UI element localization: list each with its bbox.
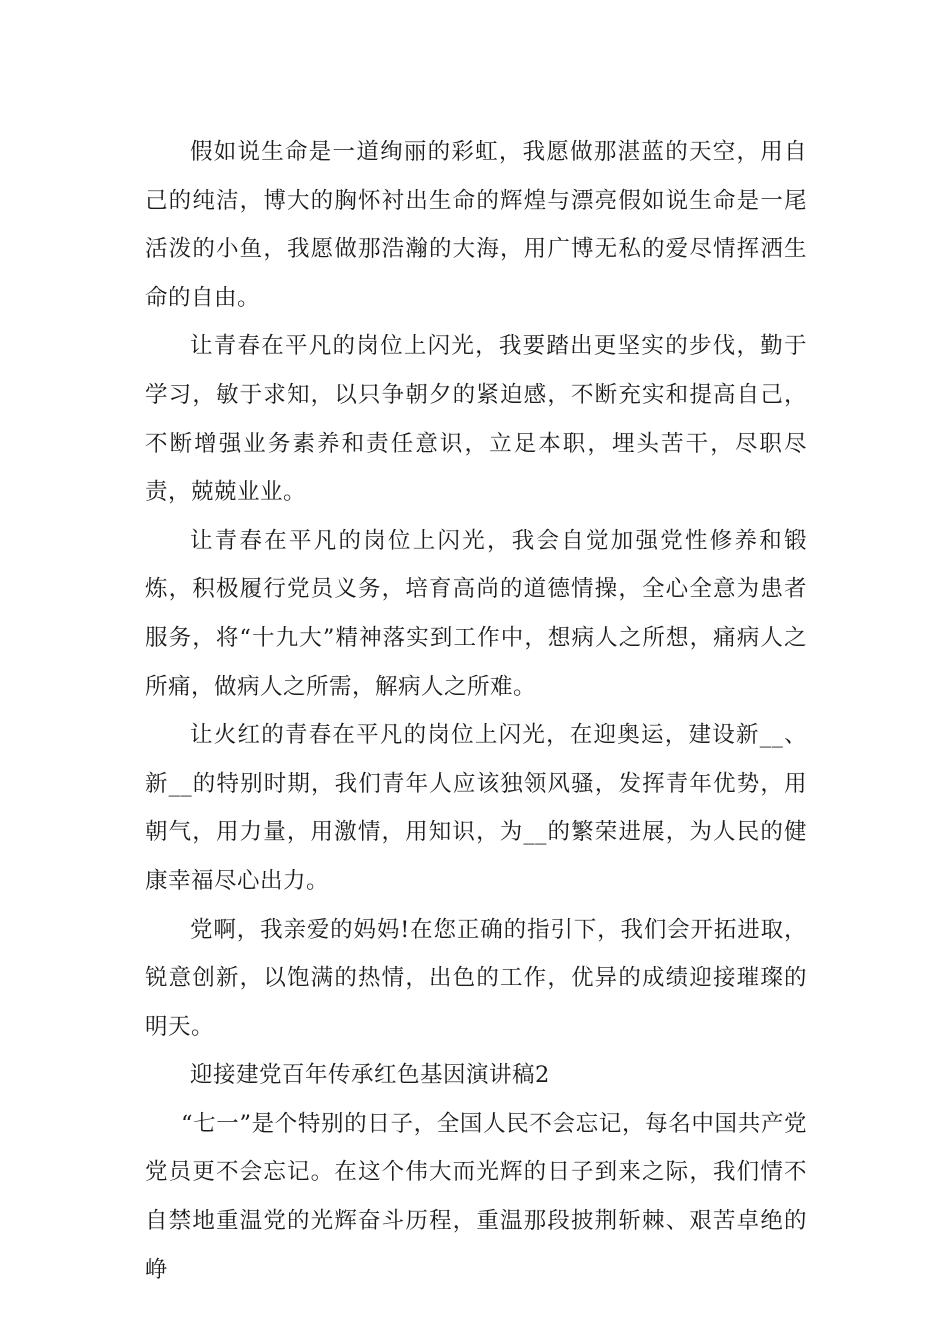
- paragraph-rainbow: 假如说生命是一道绚丽的彩虹，我愿做那湛蓝的天空，用自己的纯洁，博大的胸怀衬出生命的辉煌与漂亮假如说生命是一尾活泼的小鱼，我愿做那浩瀚的大海，用广博无私的爱尽情挥洒生命的自由。: [145, 139, 807, 311]
- paragraph-party-mother: 党啊，我亲爱的妈妈!在您正确的指引下，我们会开拓进取，锐意创新，以饱满的热情，出色的工作，优异的成绩迎接璀璨的明天。: [145, 916, 807, 1040]
- paragraph-youth-study: 让青春在平凡的岗位上闪光，我要踏出更坚实的步伐，勤于学习，敏于求知，以只争朝夕的紧迫感，不断充实和提高自己，不断增强业务素养和责任意识，立足本职，埋头苦干，尽职尽责，兢兢业业。: [145, 333, 807, 506]
- section-heading: 迎接建党百年传承红色基因演讲稿2: [190, 1062, 550, 1089]
- paragraph-july-first: “七一”是个特别的日子，全国人民不会忘记，每名中国共产党党员更不会忘记。在这个伟大而光辉的日子到来之际，我们情不自禁地重温党的光辉奋斗历程，重温那段披荆斩棘、艰苦卓绝的峥: [145, 1110, 807, 1283]
- document-body: [145, 128, 807, 1294]
- paragraph-youth-olympics: 让火红的青春在平凡的岗位上闪光，在迎奥运，建设新__、新__的特别时期，我们青年人应该独领风骚，发挥青年优势，用朝气，用力量，用激情，用知识，为__的繁荣进展，为人民的健康幸福尽心出力。: [145, 722, 807, 894]
- paragraph-youth-party: 让青春在平凡的岗位上闪光，我会自觉加强党性修养和锻炼，积极履行党员义务，培育高尚的道德情操，全心全意为患者服务，将“十九大”精神落实到工作中，想病人之所想，痛病人之所痛，做病人之所需，解病人之所难。: [145, 527, 807, 700]
